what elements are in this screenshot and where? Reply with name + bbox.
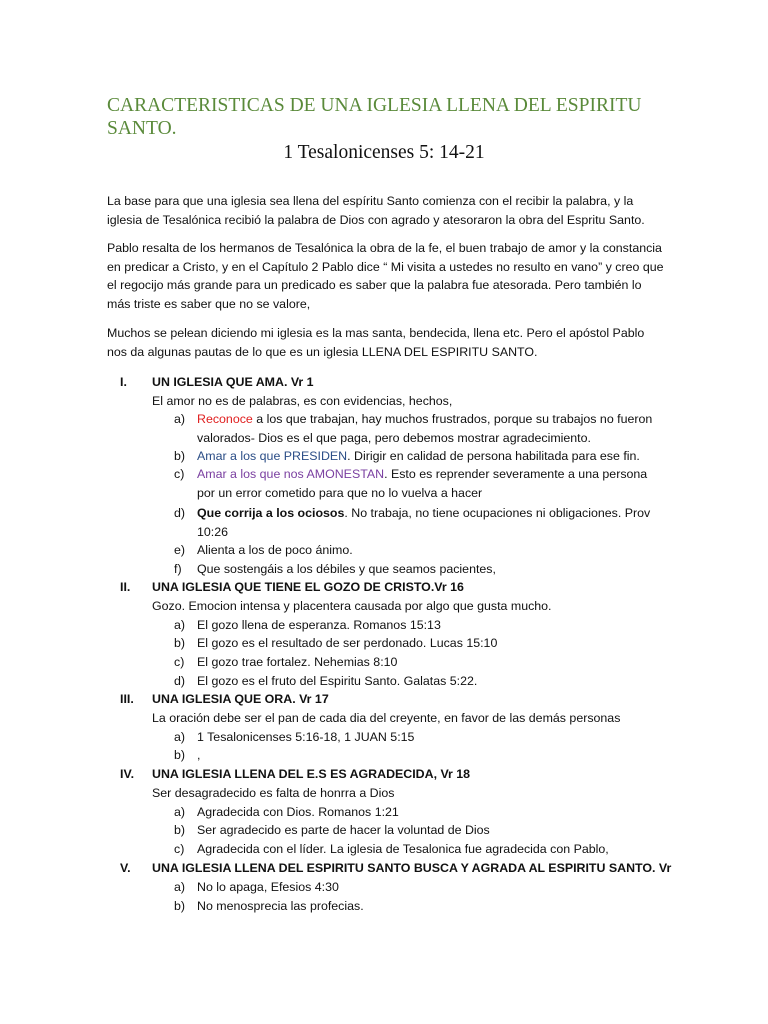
item-highlight: Que corrija a los ociosos — [197, 506, 345, 520]
paragraph-pablo: Pablo resalta de los hermanos de Tesalónica la obra de la fe, el buen trabajo de amor y la constancia en predicar a Cristo, y en el Capítulo 2 Pablo dice “ Mi visita a ustedes no resulto en vano” y creo que el regocijo más grande para un predicado es saber que la palabra fue atesorada. Pero también lo más triste es saber que no se valore, — [107, 241, 664, 311]
list-item: Agradecida con Dios. Romanos 1:21 — [197, 805, 399, 819]
list-item — [197, 465, 667, 502]
item-label: a) — [174, 730, 186, 744]
section-heading: UNA IGLESIA QUE TIENE EL GOZO DE CRISTO.Vr 16 — [152, 580, 464, 594]
list-item: El gozo es el resultado de ser perdonado. Lucas 15:10 — [197, 636, 498, 650]
section-intro: La oración debe ser el pan de cada dia del creyente, en favor de las demás personas — [152, 711, 621, 725]
item-label: f) — [174, 562, 182, 576]
item-label: a) — [174, 880, 186, 894]
section-numeral: IV. — [120, 767, 135, 781]
document-title: CARACTERISTICAS DE UNA IGLESIA LLENA DEL ESPIRITU SANTO. — [107, 95, 642, 139]
item-label: d) — [174, 506, 186, 520]
section-numeral: I. — [120, 375, 127, 389]
item-label: c) — [174, 655, 185, 669]
section-heading: UNA IGLESIA LLENA DEL E.S ES AGRADECIDA, Vr 18 — [152, 767, 471, 781]
item-text: . Dirigir en calidad de persona habilitada para ese fin. — [347, 449, 640, 463]
list-item: , — [197, 748, 201, 762]
section-numeral: V. — [120, 861, 131, 875]
section-heading: UNA IGLESIA QUE ORA. Vr 17 — [152, 692, 329, 706]
item-label: d) — [174, 674, 186, 688]
section-intro: El amor no es de palabras, es con evidencias, hechos, — [152, 394, 453, 408]
list-item: No menosprecia las profecias. — [197, 899, 364, 913]
item-text: a los que trabajan, hay muchos frustrados, porque su trabajos no fueron valorados- Dios es el que paga, pero debemos mostrar agradecimiento. — [197, 412, 653, 445]
item-label: a) — [174, 805, 186, 819]
section-intro: Gozo. Emocion intensa y placentera causada por algo que gusta mucho. — [152, 599, 552, 613]
item-label: b) — [174, 748, 186, 762]
list-item: El gozo trae fortalez. Nehemias 8:10 — [197, 655, 398, 669]
item-label: b) — [174, 823, 186, 837]
list-item — [197, 447, 667, 466]
section-heading: UNA IGLESIA LLENA DEL ESPIRITU SANTO BUSCA Y AGRADA AL ESPIRITU SANTO. Vr — [152, 861, 672, 875]
list-item: 1 Tesalonicenses 5:16-18, 1 JUAN 5:15 — [197, 730, 415, 744]
list-item — [197, 504, 667, 541]
section-heading: UN IGLESIA QUE AMA. Vr 1 — [152, 375, 314, 389]
list-item: Agradecida con el líder. La iglesia de Tesalonica fue agradecida con Pablo, — [197, 842, 609, 856]
paragraph-intro: La base para que una iglesia sea llena del espíritu Santo comienza con el recibir la palabra, y la iglesia de Tesalónica recibió la palabra de Dios con agrado y atesoraron la obra del Espritu Santo. — [107, 194, 645, 227]
section-intro: Ser desagradecido es falta de honrra a Dios — [152, 786, 395, 800]
item-label: b) — [174, 636, 186, 650]
item-label: c) — [174, 842, 185, 856]
item-label: a) — [174, 618, 186, 632]
item-highlight: Amar a los que nos AMONESTAN — [197, 467, 385, 481]
section-numeral: III. — [120, 692, 134, 706]
item-highlight: Reconoce — [197, 412, 253, 426]
item-text: . No trabaja, no tiene ocupaciones ni obligaciones. Prov 10:26 — [197, 506, 651, 539]
item-label: a) — [174, 412, 186, 426]
item-label: b) — [174, 899, 186, 913]
list-item — [197, 410, 667, 447]
document-subtitle: 1 Tesalonicenses 5: 14-21 — [283, 142, 485, 163]
item-highlight: Amar a los que PRESIDEN — [197, 449, 348, 463]
list-item: El gozo llena de esperanza. Romanos 15:13 — [197, 618, 441, 632]
item-label: e) — [174, 543, 186, 557]
item-label: c) — [174, 467, 185, 481]
list-item: No lo apaga, Efesios 4:30 — [197, 880, 339, 894]
section-numeral: II. — [120, 580, 131, 594]
list-item: Alienta a los de poco ánimo. — [197, 543, 353, 557]
list-item: Ser agradecido es parte de hacer la voluntad de Dios — [197, 823, 490, 837]
item-text: . Esto es reprender severamente a una persona por un error cometido para que no lo vuelva a hacer — [197, 467, 648, 500]
paragraph-muchos: Muchos se pelean diciendo mi iglesia es la mas santa, bendecida, llena etc. Pero el apóstol Pablo nos da algunas pautas de lo que es un iglesia LLENA DEL ESPIRITU SANTO. — [107, 326, 645, 359]
item-label: b) — [174, 449, 186, 463]
list-item: Que sostengáis a los débiles y que seamos pacientes, — [197, 562, 496, 576]
list-item: El gozo es el fruto del Espiritu Santo. Galatas 5:22. — [197, 674, 478, 688]
